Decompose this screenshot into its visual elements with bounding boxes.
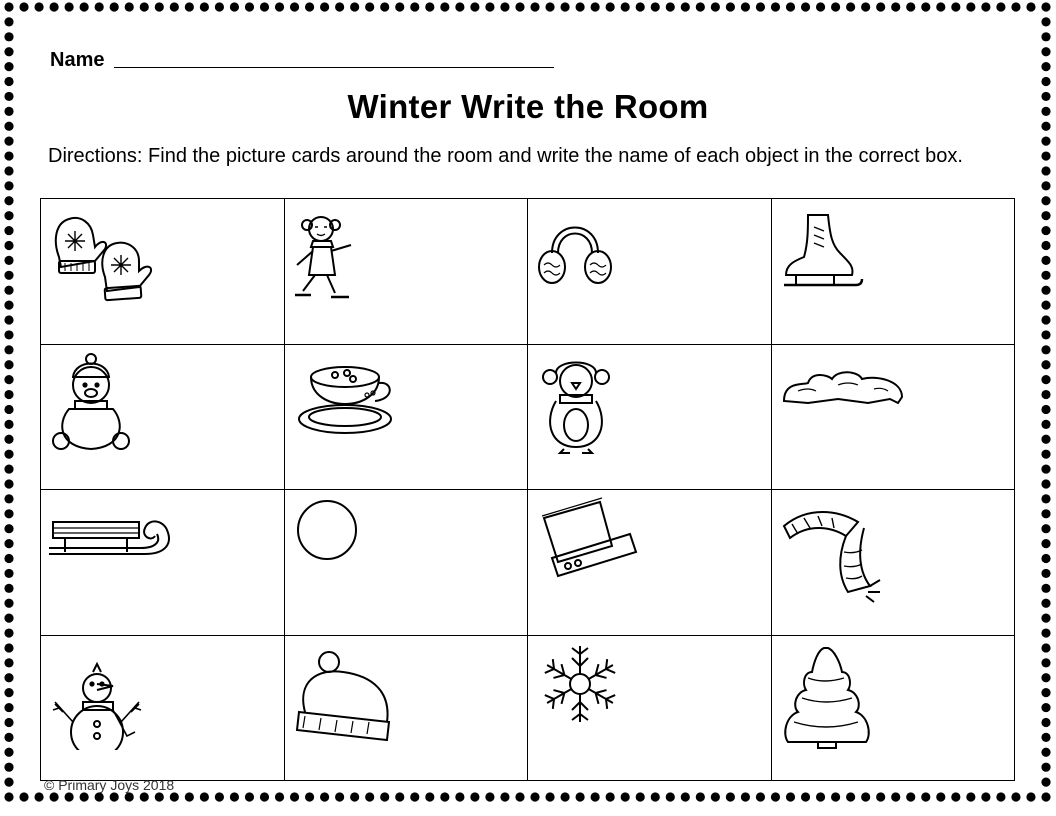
answer-box-snow-pile[interactable] [772,345,1016,491]
name-row [50,42,554,72]
answer-box-winter-hat[interactable] [285,636,529,782]
page-title: Winter Write the Room [347,88,709,125]
earmuffs-icon [534,205,662,313]
answer-box-top-hat[interactable] [528,490,772,636]
copyright-text: © Primary Joys 2018 [44,777,175,793]
mittens-icon [47,205,175,313]
answer-box-penguin[interactable] [528,345,772,491]
answer-box-snowy-tree[interactable] [772,636,1016,782]
scarf-icon [778,496,906,604]
answer-box-ice-skating-girl[interactable] [285,199,529,345]
penguin-icon [534,351,662,459]
directions-text: Directions: Find the picture cards around the room and write the name of each object in the correct box. [48,145,963,167]
snowy-tree-icon [778,642,906,750]
answer-box-snowman[interactable] [41,636,285,782]
snowflake-icon [534,642,662,750]
answer-box-hot-cocoa[interactable] [285,345,529,491]
name-write-line[interactable] [114,67,554,68]
answer-box-sled[interactable] [41,490,285,636]
snowball-icon [291,496,419,604]
answer-box-snowball[interactable] [285,490,529,636]
answer-box-ice-skate[interactable] [772,199,1016,345]
snowman-icon [47,642,175,750]
ice-skate-icon [778,205,906,313]
answer-box-snowflake[interactable] [528,636,772,782]
hot-cocoa-icon [291,351,419,459]
winter-hat-icon [291,642,419,750]
polar-bear-icon [47,351,175,459]
name-label: Name [50,49,105,71]
top-hat-icon [534,496,662,604]
ice-skating-girl-icon [291,205,419,313]
picture-grid [40,198,1015,781]
snow-pile-icon [778,351,906,459]
answer-box-scarf[interactable] [772,490,1016,636]
answer-box-polar-bear[interactable] [41,345,285,491]
answer-box-mittens[interactable] [41,199,285,345]
answer-box-earmuffs[interactable] [528,199,772,345]
sled-icon [47,496,175,604]
